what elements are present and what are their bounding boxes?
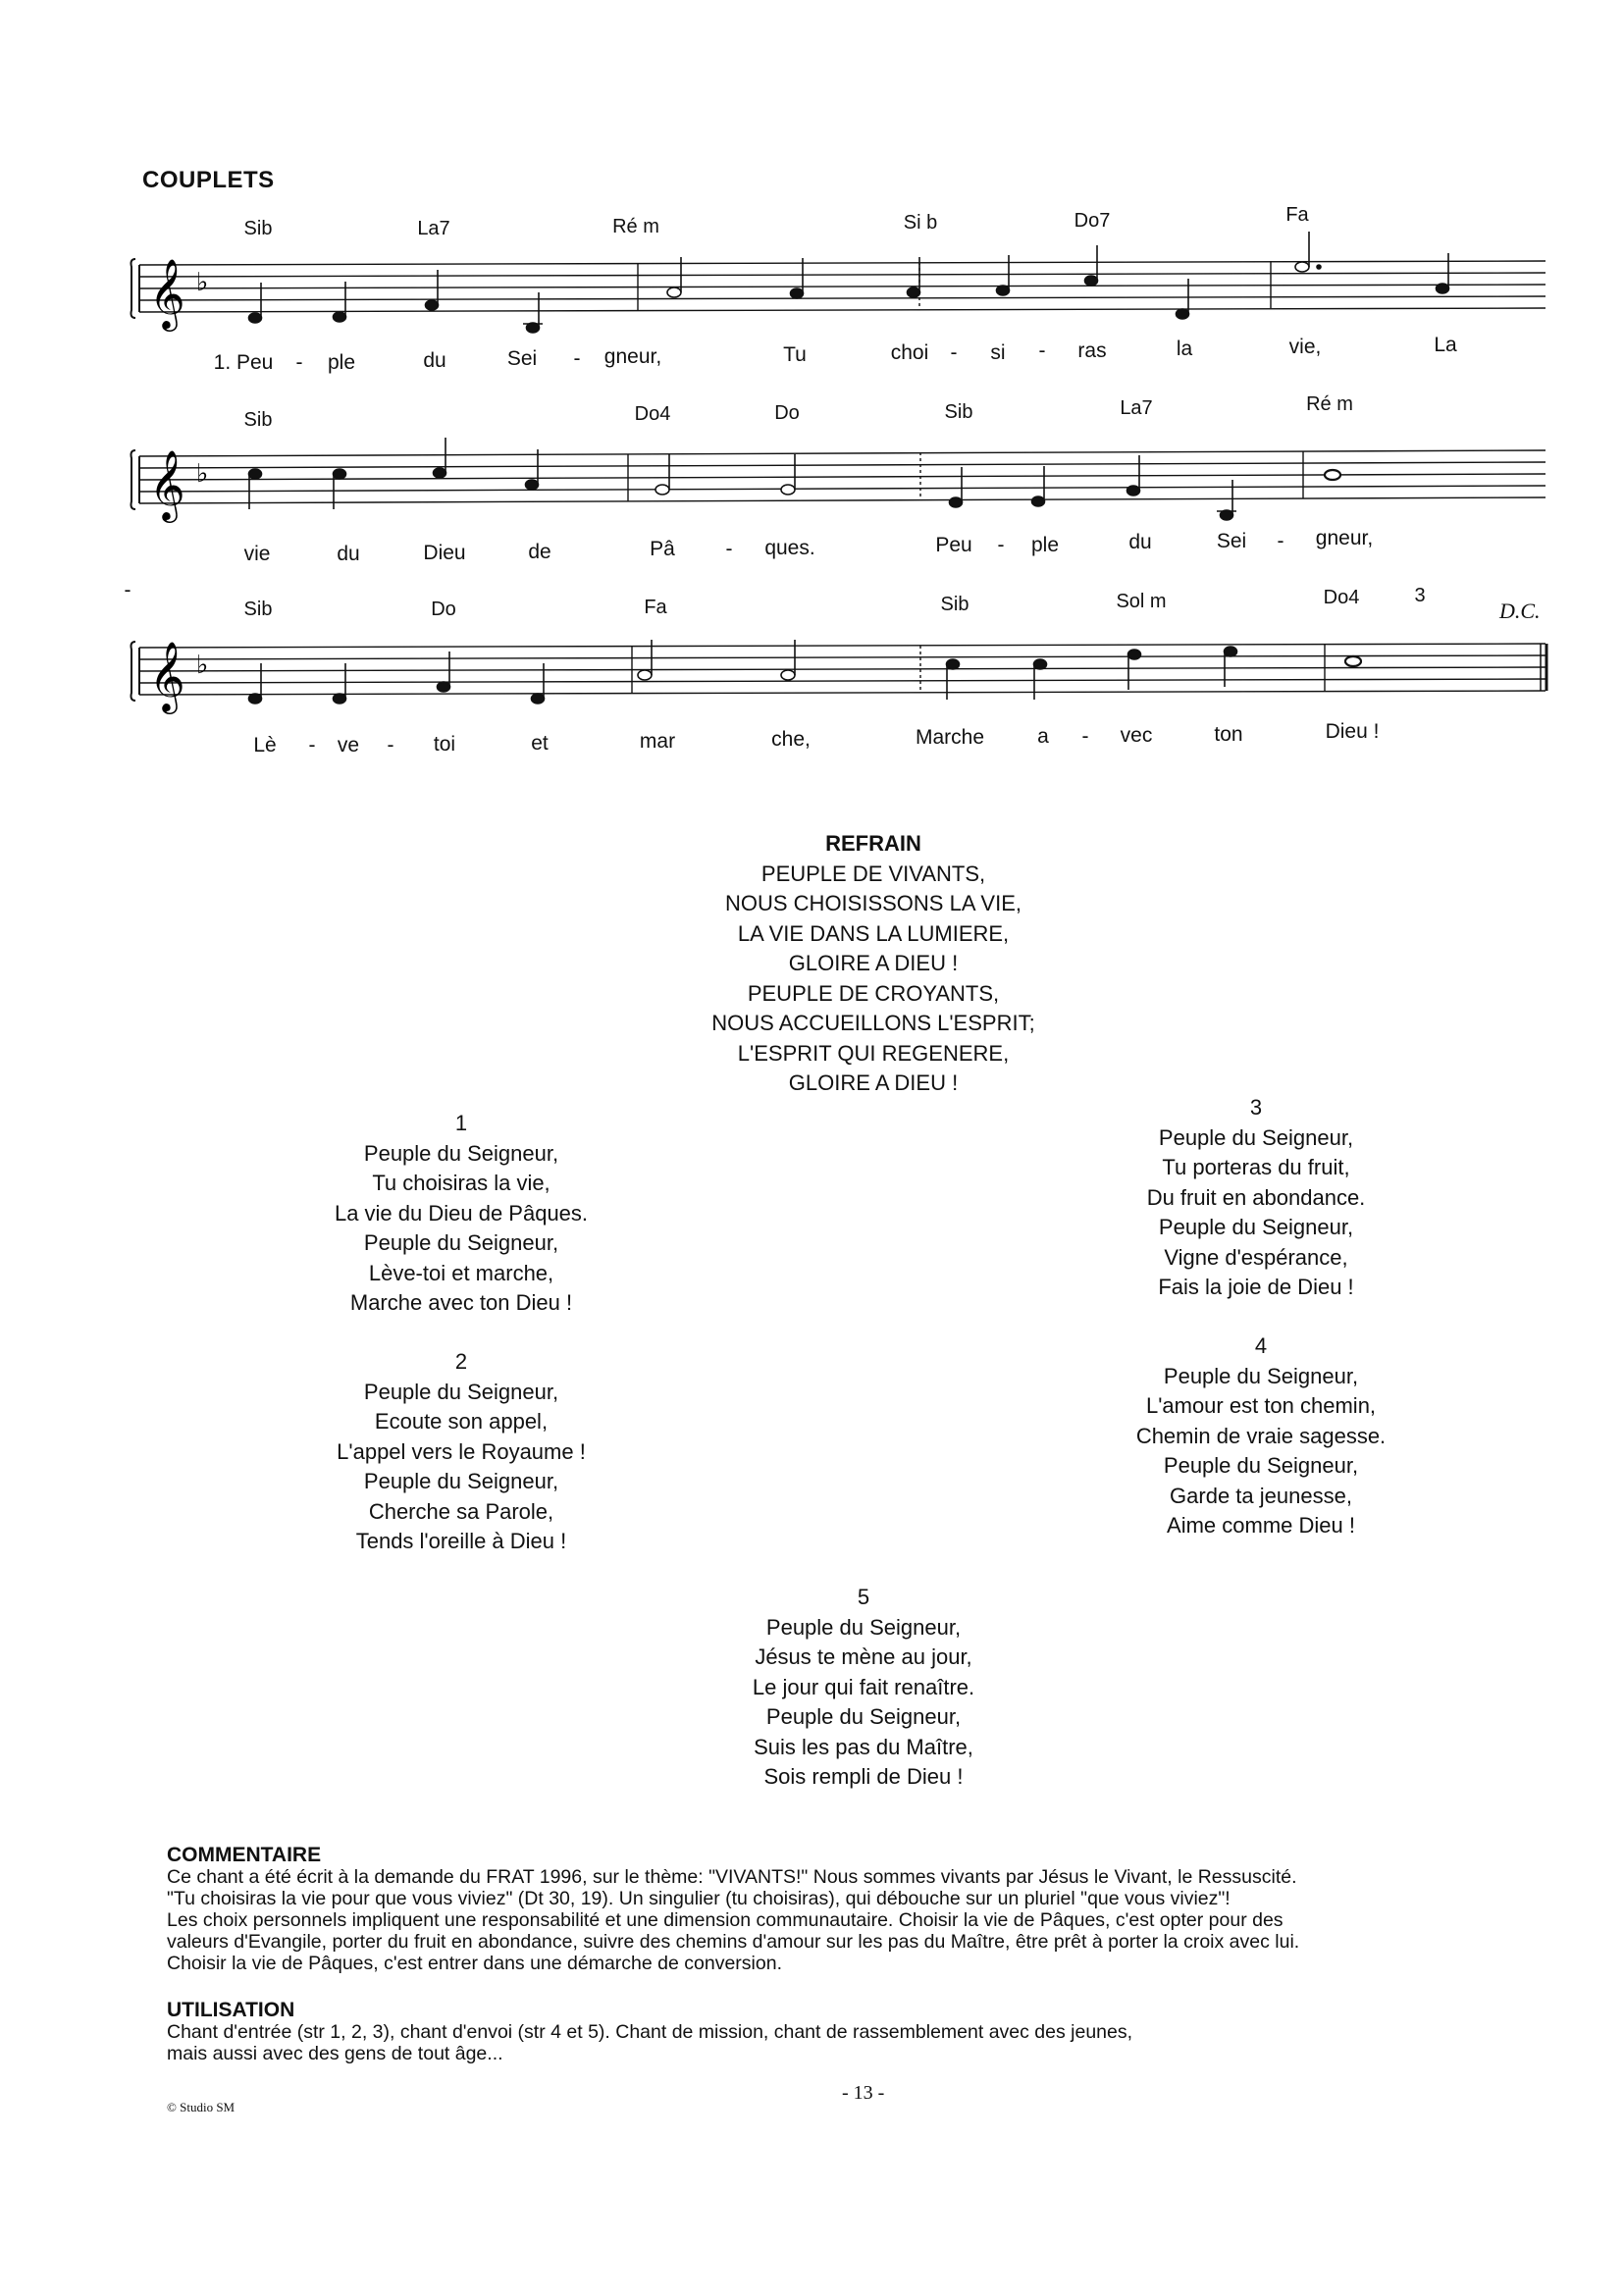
chord: Fa [1285,204,1309,226]
refrain-line: NOUS CHOISISSONS LA VIE, [725,891,1022,915]
lyric-syllable: - [1038,339,1046,362]
chord: Sib [243,218,273,239]
verse-5 [687,1583,1040,1793]
verse-line: Peuple du Seigneur, [1158,1124,1354,1150]
verse-line: Cherche sa Parole, [368,1498,554,1524]
verse-4 [1084,1331,1438,1541]
refrain-line: PEUPLE DE CROYANTS, [747,980,1000,1006]
chord: Si b [903,212,938,234]
utilisation-line: Chant d'entrée (str 1, 2, 3), chant d'envoi (str 4 et 5). Chant de mission, chant de rassemblement avec des jeunes, [167,2021,1133,2043]
treble-clef-icon: 𝄞 [149,257,185,329]
verse-1 [285,1109,638,1319]
utilisation-line: mais aussi avec des gens de tout âge... [167,2043,503,2064]
verse-line: Tu choisiras la vie, [372,1171,550,1195]
chord: 3 [1414,585,1426,606]
refrain-block [628,829,1119,1099]
refrain-line: L'ESPRIT QUI REGENERE, [737,1040,1010,1066]
verse-line: Peuple du Seigneur, [1158,1215,1354,1239]
verse-line: Tu porteras du fruit, [1162,1155,1350,1179]
chord: Fa [644,597,667,618]
publisher-credit: © Studio SM [167,2100,236,2114]
music-system-3 [124,579,1550,765]
lyric-syllable: ple [1030,534,1060,556]
verse-line: Du fruit en abondance. [1146,1184,1366,1210]
lyric-syllable: La [1434,334,1457,356]
commentaire-line: "Tu choisiras la vie pour que vous viviez" (Dt 30, 19). Un singulier (tu choisiras), qui débouche sur un pluriel "que vous viviez"! [167,1888,1231,1909]
flat-icon: ♭ [196,459,209,489]
lyric-syllable: vie, [1288,336,1322,358]
verse-line: Peuple du Seigneur, [765,1704,962,1729]
lyric-syllable: - [573,347,581,370]
chord: Sib [940,594,969,615]
flat-icon: ♭ [196,651,209,680]
chord: Ré m [1306,393,1353,415]
lyric-syllable: du [423,349,446,372]
verse-line: Garde ta jeunesse, [1170,1483,1352,1508]
dc-marking: D.C. [1499,599,1541,623]
lyric-syllable: du [1128,531,1152,553]
flat-icon: ♭ [196,268,209,297]
staff-3 [128,626,1550,734]
commentaire-line: Ce chant a été écrit à la demande du FRAT 1996, sur le thème: "VIVANTS!" Nous sommes vivants par Jésus le Vivant, le Ressuscité. [167,1866,1297,1888]
chord: Do7 [1074,210,1111,232]
commentaire-line: valeurs d'Evangile, porter du fruit en abondance, suivre des chemins d'amour sur les pas du Maître, être prêt à porter la croix avec lui. [167,1931,1300,1953]
verse-line: Peuple du Seigneur, [765,1614,962,1640]
verse-number: 2 [454,1349,468,1374]
refrain-line: NOUS ACCUEILLONS L'ESPRIT; [711,1011,1035,1035]
verse-line: Lève-toi et marche, [368,1260,554,1285]
verse-line: Vigne d'espérance, [1164,1244,1348,1270]
staff-1 [128,243,1550,351]
refrain-line: LA VIE DANS LA LUMIERE, [737,920,1010,946]
lyric-syllable: ton [1214,723,1243,746]
verse-line: Jésus te mène au jour, [755,1644,972,1669]
refrain-title: REFRAIN [825,831,921,856]
verse-line: Peuple du Seigneur, [363,1230,559,1255]
verse-line: La vie du Dieu de Pâques. [334,1200,589,1226]
verse-line: Le jour qui fait renaître. [752,1674,975,1699]
section-label-couplets: COUPLETS [142,167,275,193]
lyric-syllable: choi [890,341,929,364]
chord: La7 [1120,397,1153,419]
lyric-syllable: de [528,541,551,563]
lyric-syllable: a [1037,725,1049,748]
lyric-syllable: Dieu [423,542,466,564]
chord: Do [774,402,800,424]
lyric-syllable: du [337,543,360,565]
verse-line: Fais la joie de Dieu ! [1158,1275,1354,1299]
treble-clef-icon: 𝄞 [149,640,185,711]
verse-line: Peuple du Seigneur, [363,1379,559,1404]
treble-clef-icon: 𝄞 [149,448,185,520]
chord: La7 [417,218,450,239]
utilisation-section [167,2000,1521,2064]
lyric-syllable: ques. [764,537,815,559]
chord: Do [431,599,456,620]
lyric-syllable: Sei [506,347,538,370]
verse-line: Chemin de vraie sagesse. [1135,1423,1387,1448]
verse-line: L'amour est ton chemin, [1145,1393,1377,1418]
verse-line: Sois rempli de Dieu ! [763,1764,964,1789]
refrain-line: GLOIRE A DIEU ! [788,1070,959,1095]
utilisation-heading: UTILISATION [167,1999,295,2021]
lyric-syllable: gneur, [603,345,662,368]
music-system-1 [128,196,1550,383]
chord: Sib [944,401,973,423]
music-system-2 [128,388,1550,574]
verse-line: Aime comme Dieu ! [1167,1513,1355,1538]
verse-number: 5 [857,1585,870,1609]
lyric-syllable: vie [243,543,271,565]
lyric-syllable: ple [327,351,356,374]
lyric-syllable: - [997,534,1005,556]
refrain-line: PEUPLE DE VIVANTS, [760,861,986,886]
page-number: - 13 - [842,2082,885,2104]
lyric-syllable: Peu [935,534,972,556]
lyric-syllable: 1. Peu [213,351,274,374]
chord: Sib [243,599,273,620]
commentaire-heading: COMMENTAIRE [167,1844,322,1866]
lyric-syllable: Lè [253,734,277,756]
lyric-syllable: si [990,341,1006,364]
verse-line: Peuple du Seigneur, [1163,1453,1359,1478]
lyric-syllable: toi [433,733,456,756]
lyric-syllable: Marche [915,726,985,749]
verse-number: 1 [454,1111,468,1135]
verse-line: Tends l'oreille à Dieu ! [355,1529,567,1553]
lyric-syllable: la [1176,338,1193,360]
chord: Ré m [612,216,659,237]
lyric-syllable: ve [337,734,360,756]
lyric-syllable: et [531,732,549,755]
lyric-syllable: vec [1120,724,1153,747]
verse-2 [285,1347,638,1557]
refrain-line: GLOIRE A DIEU ! [788,951,959,975]
lyric-syllable: - [725,538,733,560]
lyric-syllable: - [1081,725,1089,748]
commentaire-section [167,1845,1521,1974]
verse-number: 3 [1249,1095,1263,1120]
chord: Sol m [1116,591,1167,612]
lyric-syllable: - [124,579,131,601]
lyric-syllable: che, [771,728,811,751]
verse-3 [1079,1093,1433,1303]
chord: Do4 [634,403,671,425]
lyric-syllable: ras [1077,339,1107,362]
lyric-syllable: Tu [783,343,807,366]
lyric-syllable: Dieu ! [1325,720,1380,743]
commentaire-line: Choisir la vie de Pâques, c'est entrer dans une démarche de conversion. [167,1953,782,1974]
lyric-syllable: mar [639,730,676,753]
verse-line: Marche avec ton Dieu ! [349,1290,573,1315]
verse-line: Peuple du Seigneur, [363,1140,559,1166]
lyric-syllable: gneur, [1315,527,1374,549]
verse-line: Ecoute son appel, [374,1409,549,1434]
verse-line: Peuple du Seigneur, [1163,1363,1359,1388]
chord: Do4 [1323,587,1360,608]
lyric-syllable: - [295,351,303,374]
verse-line: L'appel vers le Royaume ! [337,1438,586,1464]
verse-line: Suis les pas du Maître, [754,1734,973,1759]
lyric-syllable: - [387,734,394,756]
verse-line: Peuple du Seigneur, [363,1469,559,1493]
lyric-syllable: - [308,734,316,756]
lyric-syllable: - [950,341,958,364]
lyric-syllable: Pâ [650,538,675,560]
verse-number: 4 [1254,1333,1268,1358]
commentaire-line: Les choix personnels impliquent une responsabilité et une dimension communautaire. Choisir la vie de Pâques, c'est opter pour des [167,1909,1283,1931]
lyric-syllable: Sei [1216,530,1247,552]
lyric-syllable: - [1277,530,1284,552]
chord: Sib [243,409,273,431]
